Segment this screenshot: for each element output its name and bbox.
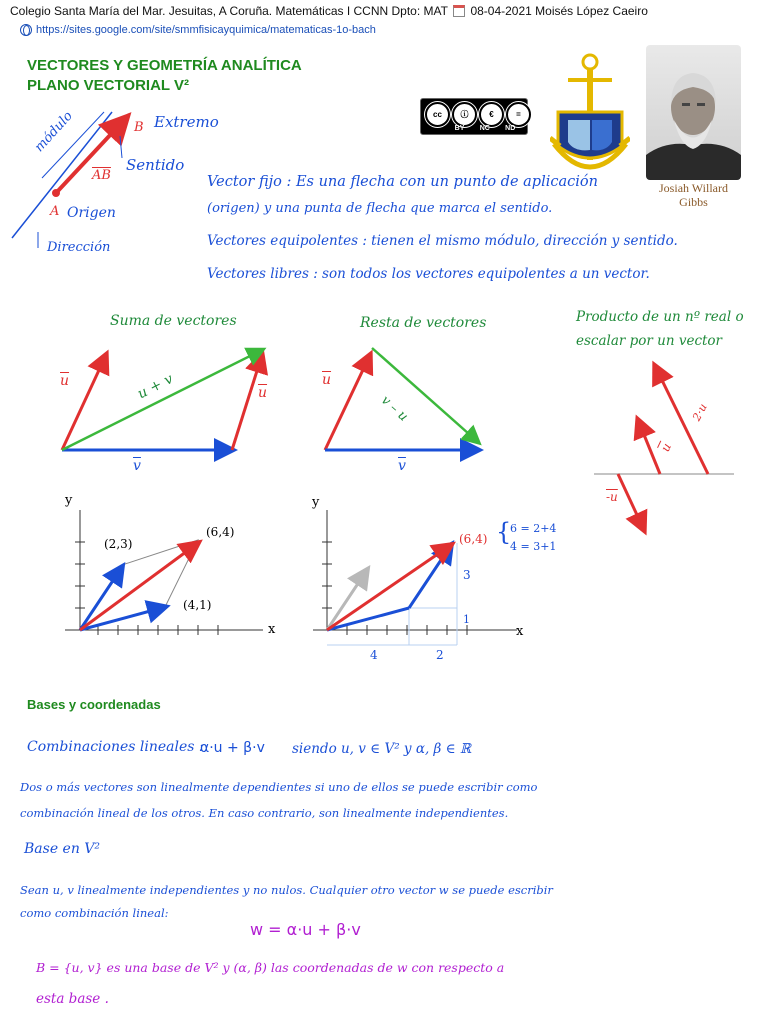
w-expression: w = α·u + β·v (250, 920, 361, 939)
suma-u2-label: $\overline{u}$ (258, 385, 268, 401)
producto-u-arrow (638, 420, 660, 474)
resta-result-label: v – u (377, 393, 411, 425)
label-b: B (134, 120, 144, 135)
license-nd: ND (505, 125, 516, 132)
page-subtitle: PLANO VECTORIAL V² (27, 77, 189, 94)
resta-u-arrow (325, 355, 370, 450)
header-text: Colegio Santa María del Mar. Jesuitas, A Coruña. Matemáticas I CCNN Dpto: MAT (10, 4, 448, 18)
base-definition-line2: esta base . (36, 991, 109, 1007)
suma-result-arrow (62, 350, 262, 450)
portrait-caption-line1: Josiah Willard (659, 181, 728, 195)
graph1-y-label: y (65, 493, 73, 508)
suma-result-label: u + v (135, 370, 176, 403)
sean-line2: como combinación lineal: (20, 906, 169, 920)
vector-ab-arrow (56, 118, 126, 193)
license-by: BY (454, 125, 465, 132)
suma-u-arrow (62, 355, 106, 450)
portrait-figure (646, 45, 741, 180)
dependientes-line2: combinación lineal de los otros. En caso contrario, son linealmente independientes. (20, 806, 509, 820)
producto-minus-u-arrow (618, 474, 644, 530)
graph2-label-4: 4 (370, 648, 378, 662)
graph2-point-64: (6,4) (459, 532, 488, 546)
label-direccion: Dirección (47, 240, 111, 255)
label-modulo: módulo (32, 108, 76, 156)
base-label: Base en V² (24, 841, 101, 857)
cc-icon: cc (425, 102, 450, 127)
graph1-x-label: x (268, 622, 276, 637)
sense-pointer (120, 136, 122, 158)
graph2-eq2: 4 = 3+1 (510, 540, 557, 553)
producto-title-line1: Producto de un nº real o (576, 309, 744, 325)
combinaciones-expr: α·u + β·v (200, 740, 265, 756)
graph2-label-3: 3 (463, 568, 471, 582)
bases-title: Bases y coordenadas (27, 697, 161, 712)
definition-fijo-line2: (origen) y una punta de flecha que marca el sentido. (207, 201, 553, 216)
resta-title: Resta de vectores (360, 315, 487, 331)
dependientes-line1: Dos o más vectores son linealmente dependientes si uno de ellos se puede escribir como (20, 780, 538, 794)
producto-u-label: $\overline{u}$ (658, 440, 674, 454)
page-header (10, 4, 648, 18)
graph2-label-2: 2 (436, 648, 444, 662)
graph2-eq1: 6 = 2+4 (510, 522, 557, 535)
cc-license-badge (420, 98, 528, 135)
suma-diagram (40, 330, 290, 480)
graph2-y-label: y (312, 495, 320, 510)
graph2-brace: { (496, 518, 512, 546)
graph1-point-41: (4,1) (183, 598, 212, 612)
license-nc: NC (479, 125, 490, 132)
graph1-point-64: (6,4) (206, 525, 235, 539)
label-extremo: Extremo (154, 113, 219, 131)
producto-2u-label: 2·u (690, 401, 710, 424)
suma-u-label: $\overline{u}$ (60, 373, 70, 389)
graph1-vector-64 (80, 543, 198, 630)
definition-libres: Vectores libres : son todos los vectores equipolentes a un vector. (207, 266, 650, 282)
label-sentido: Sentido (126, 156, 185, 174)
graph-1 (55, 495, 285, 660)
suma-title: Suma de vectores (110, 313, 237, 329)
noderivs-icon: = (506, 102, 531, 127)
combinaciones-rest: siendo u, v ∈ V² y α, β ∈ ℝ (292, 741, 472, 757)
calendar-icon (453, 5, 465, 17)
site-link[interactable] (20, 24, 376, 36)
portrait-caption-line2: Gibbs (679, 195, 708, 209)
graph2-x-label: x (516, 624, 524, 639)
noncommercial-icon: € (479, 102, 504, 127)
origin-point (52, 189, 60, 197)
suma-v-label: $\overline{v}$ (133, 458, 141, 474)
label-a: A (50, 204, 60, 219)
base-definition-line1: B = {u, v} es una base de V² y (α, β) las coordenadas de w con respecto a (36, 960, 505, 975)
sean-line1: Sean u, v linealmente independientes y no nulos. Cualquier otro vector w se puede escribir (20, 883, 553, 897)
definition-fijo-line1: Vector fijo : Es una flecha con un punto de aplicación (207, 174, 598, 190)
globe-icon (20, 24, 32, 36)
page-title: VECTORES Y GEOMETRÍA ANALÍTICA (27, 57, 302, 74)
label-origen: Origen (67, 205, 116, 221)
label-ab: $\overline{AB}$ (92, 168, 111, 183)
combinaciones-label: Combinaciones lineales : (27, 739, 204, 755)
resta-u-label: $\overline{u}$ (322, 372, 332, 388)
suma-u-translated-arrow (232, 355, 262, 450)
definition-equipolentes: Vectores equipolentes : tienen el mismo módulo, dirección y sentido. (207, 233, 678, 249)
site-url[interactable]: https://sites.google.com/site/smmfisicayquimica/matematicas-1o-bach (36, 24, 376, 36)
resta-v-label: $\overline{v}$ (398, 458, 406, 474)
graph2-label-1: 1 (463, 613, 470, 626)
graph2-vector-23 (409, 545, 451, 608)
portrait-caption (640, 181, 747, 209)
school-crest-icon (550, 50, 630, 180)
person-icon: ⓘ (452, 102, 477, 127)
portrait-photo (646, 45, 741, 180)
header-date-author: 08-04-2021 Moisés López Caeiro (470, 4, 648, 18)
producto-minus-u-label: -u (606, 490, 618, 504)
graph2-vector-64 (327, 545, 451, 630)
producto-title-line2: escalar por un vector (576, 333, 723, 349)
graph1-point-23: (2,3) (104, 537, 133, 551)
